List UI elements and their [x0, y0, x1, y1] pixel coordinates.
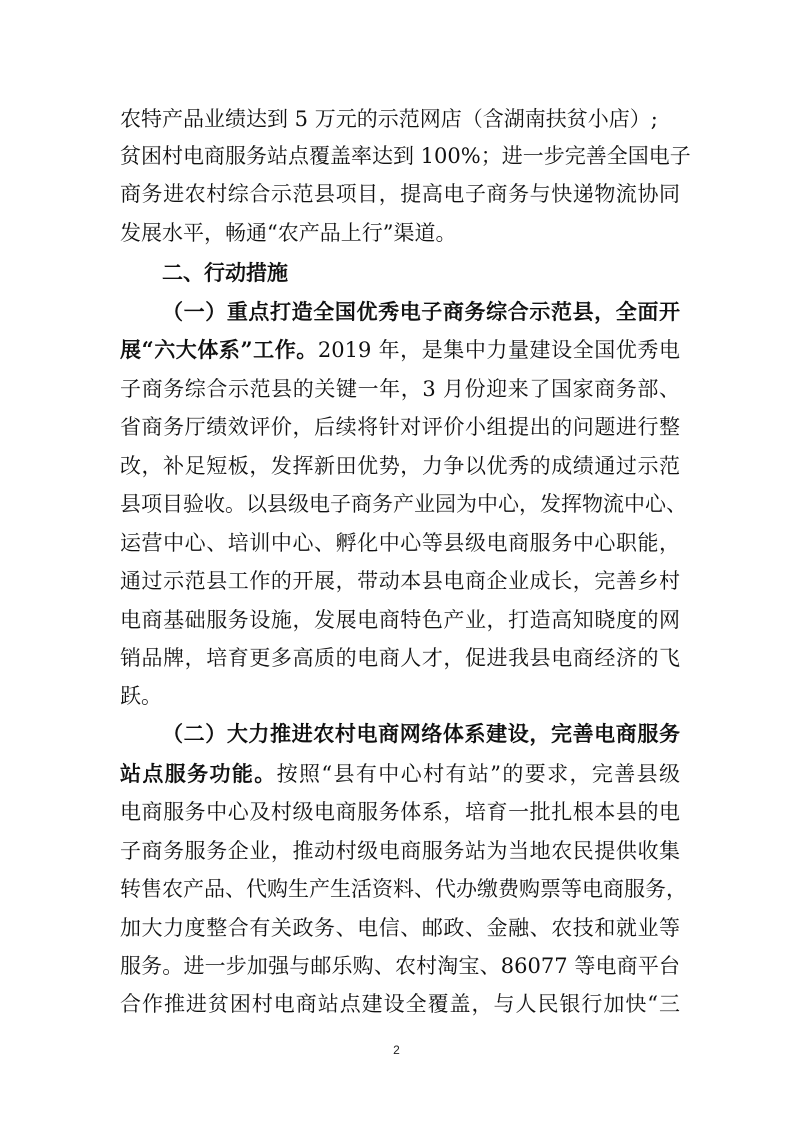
page-number: 2 — [393, 1043, 400, 1057]
body-text: 服务。进一步加强与邮乐购、农村淘宝、86077 等电商平台 — [120, 954, 680, 978]
body-text: 改，补足短板，发挥新田优势，力争以优秀的成绩通过示范 — [120, 454, 680, 478]
text-line — [120, 797, 680, 827]
bold-text: （一）重点打造全国优秀电子商务综合示范县，全面开 — [162, 299, 680, 324]
text-line — [162, 719, 680, 749]
body-text: 省商务厅绩效评价，后续将针对评价小组提出的问题进行整 — [120, 415, 680, 439]
text-line — [120, 451, 680, 481]
bold-text: 站点服务功能。 — [120, 761, 277, 786]
body-text: 贫困村电商服务站点覆盖率达到 100%；进一步完善全国电子 — [120, 144, 691, 168]
body-text: 通过示范县工作的开展，带动本县电商企业成长，完善乡村 — [120, 569, 680, 593]
text-line — [120, 489, 687, 519]
text-line — [120, 179, 680, 209]
body-text: 子商务服务企业，推动村级电商服务站为当地农民提供收集 — [120, 839, 680, 863]
text-line — [120, 836, 680, 866]
text-line — [162, 297, 680, 327]
text-line — [120, 951, 680, 981]
text-line — [120, 681, 680, 711]
text-line — [120, 989, 680, 1019]
text-line — [162, 258, 680, 288]
text-line — [120, 528, 680, 558]
text-line — [120, 605, 680, 635]
text-line — [120, 913, 680, 943]
text-line — [120, 759, 680, 789]
text-line — [120, 412, 680, 442]
text-line — [120, 218, 680, 248]
body-text: 电商服务中心及村级电商服务体系，培育一批扎根本县的电 — [120, 800, 680, 824]
text-line — [120, 374, 680, 404]
body-text: 商务进农村综合示范县项目，提高电子商务与快递物流协同 — [120, 182, 680, 206]
text-line — [120, 643, 680, 673]
body-text: 县项目验收。以县级电子商务产业园为中心，发挥物流中心、 — [120, 492, 687, 516]
body-text: 转售农产品、代购生产生活资料、代办缴费购票等电商服务， — [120, 877, 687, 901]
body-text: 电商基础服务设施，发展电商特色产业，打造高知晓度的网 — [120, 608, 680, 632]
text-line — [120, 141, 691, 171]
body-text: 发展水平，畅通“农产品上行”渠道。 — [120, 221, 457, 245]
body-text: 运营中心、培训中心、孵化中心等县级电商服务中心职能， — [120, 531, 680, 555]
body-text: 农特产品业绩达到 5 万元的示范网店（含湖南扶贫小店）; — [120, 107, 658, 131]
text-line — [120, 566, 680, 596]
body-text: 按照“县有中心村有站”的要求，完善县级 — [276, 762, 680, 786]
body-text: 销品牌，培育更多高质的电商人才，促进我县电商经济的飞 — [120, 646, 680, 670]
body-text: 合作推进贫困村电商站点建设全覆盖，与人民银行加快“三 — [120, 992, 680, 1016]
body-text: 加大力度整合有关政务、电信、邮政、金融、农技和就业等 — [120, 916, 680, 940]
bold-text: 展“六大体系”工作。 — [120, 337, 318, 362]
bold-text: 二、行动措施 — [162, 260, 288, 285]
body-text: 2019 年，是集中力量建设全国优秀电 — [317, 338, 680, 362]
text-line — [120, 874, 687, 904]
body-text: 跃。 — [120, 684, 162, 708]
bold-text: （二）大力推进农村电商网络体系建设，完善电商服务 — [162, 721, 680, 746]
text-line — [120, 335, 680, 365]
text-line — [120, 104, 680, 134]
body-text: 子商务综合示范县的关键一年，3 月份迎来了国家商务部、 — [120, 377, 680, 401]
